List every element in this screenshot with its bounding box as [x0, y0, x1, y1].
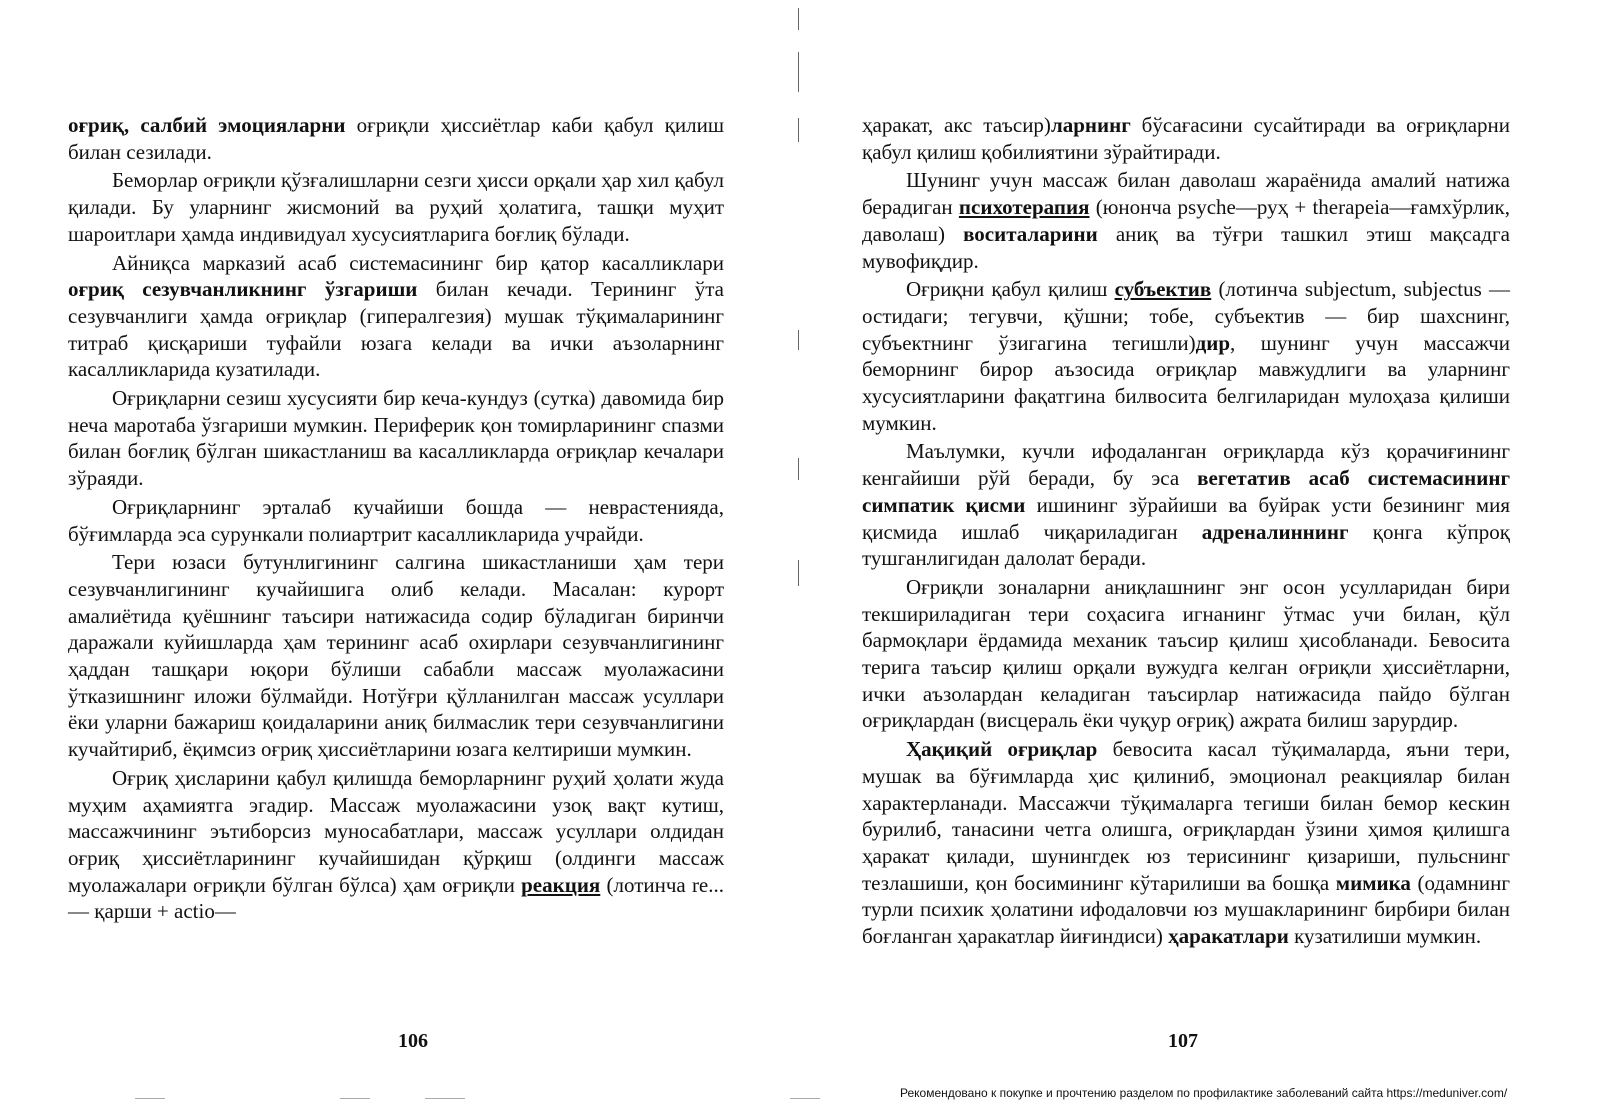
paragraph: [68, 167, 724, 247]
bold-term: вегетатив асаб системасининг симпатик қисми: [862, 466, 1510, 517]
scan-mark: [790, 1098, 820, 1099]
scan-mark: [340, 1098, 370, 1099]
text-run: кузатилиши мумкин.: [1288, 924, 1482, 949]
text-run: (юнонча psyche—руҳ + therapeia—ғамхўрлик, даволаш): [862, 195, 1511, 246]
text-run: Маълумки, кучли ифодаланган оғриқларда кўз қорачиғининг кенгайиши рўй беради, бу эса: [862, 439, 1510, 491]
page-number: 106: [398, 1030, 428, 1052]
paragraph: [68, 112, 724, 165]
paragraph: [68, 250, 724, 384]
paragraph: [862, 276, 1510, 436]
bold-term: дир: [1195, 330, 1231, 355]
paragraph: [68, 549, 724, 763]
bold-term: Ҳақиқий оғриқлар: [906, 737, 1098, 762]
text-run: Айниқса марказий асаб системасининг бир қатор касалликлари: [112, 250, 724, 275]
bold-term: воситаларини: [963, 221, 1098, 246]
text-run: қонга кўпроқ тушганлигидан далолат беради.: [862, 519, 1510, 571]
text-run: Оғриқларнинг эрталаб кучайиши бошда — неврастенияда, бўғимларда эса сурункали полиартрит касалликларида учрайди.: [68, 494, 724, 546]
paragraph: [862, 112, 1510, 165]
underlined-term: психотерапия: [958, 195, 1090, 220]
right-page-text: [862, 112, 1510, 950]
bold-term: оғриқ, салбий эмоцияларни: [68, 113, 346, 137]
text-run: (лотинча re... — қарши + actio—: [68, 872, 725, 924]
text-run: Шунинг учун массаж билан даволаш жараёнида амалий натижа берадиган: [862, 168, 1510, 220]
text-run: Оғриқ ҳисларини қабул қилишда беморларнинг руҳий ҳолати жуда муҳим аҳамиятга эгадир. Массаж муолажасини узоқ вақт кутиш, массажчининг эътиборсиз муносабатлари, массаж усуллари олдидан оғриқ ҳиссиётларининг кучайишидан қўрқиш (олдинги массаж муолажалари оғриқли бўлган бўлса) ҳам оғриқли: [68, 765, 724, 897]
text-run: аниқ ва тўғри ташкил этиш мақсадга мувофиқдир.: [862, 221, 1510, 273]
scan-mark: [425, 1098, 465, 1099]
text-run: билан кечади. Терининг ўта сезувчанлиги ҳамда оғриқлар (гипералгезия) мушак тўқималарининг титраб қисқариши туфайли юзага келади ва ички аъзоларнинг касалликларида кузатилади.: [68, 277, 724, 382]
paragraph: [862, 736, 1510, 950]
text-run: бўсағасини сусайтиради ва оғриқларни қабул қилиш қобилиятини зўрайтиради.: [862, 113, 1510, 164]
text-run: Оғриқни қабул қилиш: [906, 277, 1115, 302]
bold-term: оғриқ сезувчанликнинг ўзгариши: [68, 277, 418, 302]
paragraph: [862, 574, 1510, 734]
left-page-text: [68, 112, 724, 925]
paragraph: [68, 494, 724, 547]
text-run: Оғриқларни сезиш хусусияти бир кеча-кундуз (сутка) давомида бир неча маротаба ўзгариши мумкин. Периферик қон томирларининг спазми билан боғлиқ бўлган шикастланиш ва касалликларда оғриқлар кечалари зўраяди.: [68, 386, 724, 491]
bold-term: мимика: [1335, 870, 1411, 895]
bold-term: ҳаракатлари: [1168, 924, 1289, 949]
text-run: бевосита касал тўқималарда, яъни тери, мушак ва бўғимларда ҳис қилиниб, эмоционал реакциялар билан характерланади. Массажчи тўқималарга тегиши билан бемор кескин бурилиб, танасини четга олишга, оғриқлардан ўзини ҳимоя қилишга ҳаракат қилади, шунингдек юз терисининг қизариши, пульснинг тезлашиши, қон босимининг кўтарилиши ва бошқа: [862, 737, 1510, 895]
paragraph: [68, 385, 724, 492]
scan-mark: [135, 1098, 165, 1099]
right-page: [800, 0, 1600, 1108]
text-run: Оғриқли зоналарни аниқлашнинг энг осон усулларидан бири текшириладиган тери соҳасига игнанинг ўтмас учи билан, қўл бармоқлари ёрдамида механик таъсир қилиш ҳисобланади. Бевосита терига таъсир қилиш орқали вужудга келган оғриқли ҳиссиётларни, ички аъзолардан келадиган таъсирлар натижасида пайдо бўлган оғриқлардан (висцераль ёки чуқур оғриқ) ажрата билиш зарурдир.: [862, 574, 1510, 733]
bold-term: адреналиннинг: [1201, 519, 1349, 544]
text-run: ҳаракат, акс таъсир): [862, 113, 1051, 137]
text-run: оғриқли ҳиссиётлар каби қабул қилиш билан сезилади.: [68, 113, 724, 164]
underlined-term: субъектив: [1114, 277, 1212, 302]
text-run: ишининг зўрайиши ва буйрак усти безининг мия қисмида ишлаб чиқариладиган: [862, 492, 1510, 544]
paragraph: [862, 438, 1510, 572]
page-number: 107: [1168, 1030, 1198, 1052]
underlined-term: реакция: [521, 872, 601, 897]
paragraph: [862, 167, 1510, 274]
paragraph: [68, 765, 724, 925]
text-run: (лотинча subjectum, subjectus — остидаги; тегувчи, қўшни; тобе, субъектив — бир шахснинг, субъектнинг ўзигагина тегишли): [862, 277, 1510, 355]
text-run: Тери юзаси бутунлигининг салгина шикастланиши ҳам тери сезувчанлигининг кучайишига олиб келади. Масалан: курорт амалиётида қуёшнинг таъсири натижасида содир бўладиган биринчи даражали куйишларда ҳам терининг асаб охирлари сезувчанлигининг ҳаддан ташқари юқори бўлиши сабабли массаж муолажасини ўтказишнинг иложи бўлмайди. Нотўғри қўлланилган массаж усуллари ёки уларни бажариш қоидаларини аниқ билмаслик тери сезувчанлигини кучайтириб, ёқимсиз оғриқ ҳиссиётларини юзага келтириши мумкин.: [68, 550, 724, 762]
text-run: (одамнинг турли психик ҳолатини ифодаловчи юз мушакларининг бирбири билан боғланган ҳаракатлар йиғиндиси): [862, 870, 1511, 949]
text-run: , шунинг учун массажчи беморнинг бирор аъзосида оғриқлар мавжудлиги ва уларнинг хусусиятларини фақатгина билвосита белгиларидан мулоҳаза қилиши мумкин.: [862, 330, 1510, 435]
bold-term: ларнинг: [1050, 113, 1131, 137]
footer-note: Рекомендовано к покупке и прочтению разделом по профилактике заболеваний сайта https://meduniver.com/: [900, 1086, 1508, 1100]
text-run: Беморлар оғриқли қўзғалишларни сезги ҳисси орқали ҳар хил қабул қилади. Бу уларнинг жисмоний ва руҳий ҳолатига, ташқи муҳит шароитлари ҳамда индивидуал хусусиятларига боғлиқ бўлади.: [68, 168, 724, 246]
